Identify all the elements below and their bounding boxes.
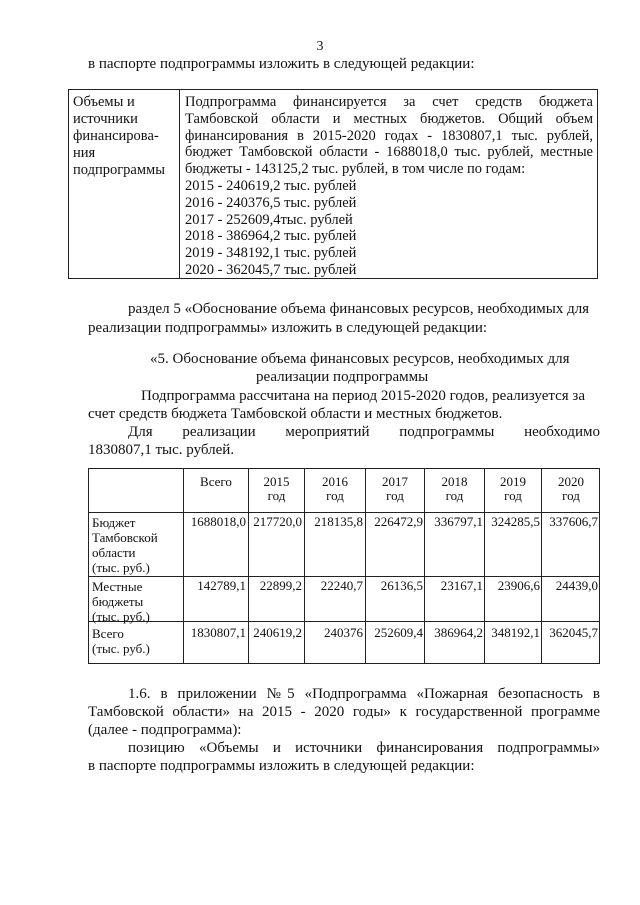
passport-year-line: 2018 - 386964,2 тыс. рублей: [185, 228, 357, 245]
row-label-line: бюджеты: [92, 594, 144, 609]
section5-intro-line1: раздел 5 «Обоснование объема финансовых ресурсов, необходимых для: [128, 301, 590, 317]
table-cell: 348192,1: [491, 625, 540, 640]
table-row-line: [89, 576, 599, 577]
passport-text-line: Тамбовской области и местных бюджетов. Общий объем: [185, 110, 593, 127]
position-line1-text: позицию «Объемы и источники финансирования подпрограммы»: [128, 740, 600, 756]
table-cell: 336797,1: [434, 514, 483, 529]
header-bottom: год: [445, 488, 464, 503]
finance-table: [88, 468, 600, 664]
position-line2: в паспорте подпрограммы изложить в следующей редакции:: [88, 758, 475, 774]
passport-content-cell: [185, 94, 593, 279]
row-label-line: (тыс. руб.): [92, 560, 150, 575]
header-bottom: год: [386, 488, 404, 503]
table-cell: 324285,5: [491, 514, 540, 529]
header-bottom: год: [504, 488, 522, 503]
table-header-cell: [185, 475, 247, 489]
passport-table: [68, 89, 598, 279]
table-cell: 362045,7: [549, 625, 598, 640]
header-top: 2015: [263, 474, 290, 489]
table-row-line: [89, 512, 599, 513]
row-label-line: (тыс. руб.): [92, 641, 150, 656]
passport-label-line: ния: [73, 145, 96, 161]
table-cell: 22899,2: [259, 578, 302, 593]
table-header-cell: [486, 475, 540, 503]
table-cell: 337606,7: [549, 514, 598, 529]
passport-year-line: 2016 - 240376,5 тыс. рублей: [185, 194, 357, 211]
table-cell: 217720,0: [253, 514, 302, 529]
passport-label-line: финансирова-: [73, 128, 159, 144]
page-number: 3: [316, 39, 324, 54]
table-cell: 1688018,0: [190, 514, 246, 529]
header-top: 2017: [382, 474, 408, 489]
header-top: 2018: [441, 474, 468, 489]
passport-text-line: финансирования в 2015-2020 годах - 1830807,1 тыс. рублей,: [185, 127, 593, 144]
header-top: 2020: [558, 474, 584, 489]
passport-year-line: 2019 - 348192,1 тыс. рублей: [185, 245, 357, 262]
table-cell: 1830807,1: [190, 625, 246, 640]
table-cell: 386964,2: [434, 625, 483, 640]
item-1-6-line1: [128, 686, 600, 703]
header-bottom: год: [562, 488, 580, 503]
table-header-cell: [367, 475, 423, 503]
section5-body-line2: счет средств бюджета Тамбовской области и местных бюджетов.: [88, 406, 503, 422]
position-line1: [128, 740, 600, 757]
passport-label-line: источники: [73, 111, 138, 127]
header-top: 2019: [500, 474, 526, 489]
section5-body-line3-text: Для реализации мероприятий подпрограммы необходимо: [128, 424, 600, 440]
table-cell: 23906,6: [497, 578, 540, 593]
table-cell: 23167,1: [440, 578, 483, 593]
table-cell: 240376: [324, 625, 363, 640]
row-label-line: Бюджет: [92, 515, 136, 530]
section5-intro-line2: реализации подпрограммы» изложить в следующей редакции:: [88, 320, 488, 336]
item-1-6-line3: (далее - подпрограмма):: [88, 722, 242, 738]
header-top: Всего: [200, 474, 232, 489]
row-label-line: Местные: [92, 579, 143, 594]
table-cell: 24439,0: [555, 578, 598, 593]
table-cell: 240619,2: [253, 625, 302, 640]
table-header-cell: [250, 475, 303, 503]
row-label-line: области: [92, 545, 136, 560]
item-1-6-line2: [88, 704, 600, 721]
table-header-cell: [543, 475, 599, 503]
section5-body-line4: 1830807,1 тыс. рублей.: [88, 442, 235, 458]
table-cell: 22240,7: [320, 578, 363, 593]
item-1-6-line1-text: 1.6. в приложении №5 «Подпрограмма «Пожарная безопасность в: [128, 686, 600, 702]
table-cell: 226472,9: [374, 514, 423, 529]
header-bottom: год: [326, 488, 344, 503]
section5-body-line3: [128, 424, 600, 441]
section5-heading-line2: реализации подпрограммы: [256, 369, 429, 385]
table-row-label: [92, 626, 180, 656]
item-1-6-line2-text: Тамбовской области» на 2015 - 2020 годы» к государственной программе: [88, 704, 600, 720]
section5-heading-line1: «5. Обоснование объема финансовых ресурсов, необходимых для: [150, 351, 570, 367]
intro-line: в паспорте подпрограммы изложить в следующей редакции:: [88, 56, 475, 72]
passport-year-line: 2020 - 362045,7 тыс. рублей: [185, 261, 357, 278]
table-cell: 142789,1: [197, 578, 246, 593]
header-bottom: год: [267, 488, 286, 503]
row-label-line: (тыс. руб.): [92, 609, 150, 624]
passport-text-line: бюджеты - 143125,2 тыс. рублей, в том числе по годам:: [185, 161, 526, 178]
row-label-line: Тамбовской: [92, 530, 158, 545]
table-cell: 26136,5: [380, 578, 423, 593]
table-header-cell: [306, 475, 364, 503]
table-header-cell: [426, 475, 483, 503]
passport-year-line: 2015 - 240619,2 тыс. рублей: [185, 177, 357, 194]
section5-body-line1: Подпрограмма рассчитана на период 2015-2020 годов, реализуется за: [141, 388, 585, 404]
passport-year-line: 2017 - 252609,4тыс. рублей: [185, 211, 353, 228]
table-cell: 218135,8: [314, 514, 363, 529]
passport-label-line: подпрограммы: [73, 162, 165, 178]
passport-text-line: Подпрограмма финансируется за счет средств бюджета: [185, 94, 593, 110]
table-row-label: [92, 515, 180, 575]
table-cell: 252609,4: [374, 625, 423, 640]
header-top: 2016: [322, 474, 348, 489]
table-row-label: [92, 579, 180, 624]
passport-label-line: Объемы и: [73, 94, 135, 110]
row-label-line: Всего: [92, 626, 124, 641]
passport-label-cell: [73, 94, 177, 179]
passport-text-line: бюджет Тамбовской области - 1688018,0 тыс. рублей, местные: [185, 144, 593, 161]
passport-divider: [179, 90, 180, 278]
